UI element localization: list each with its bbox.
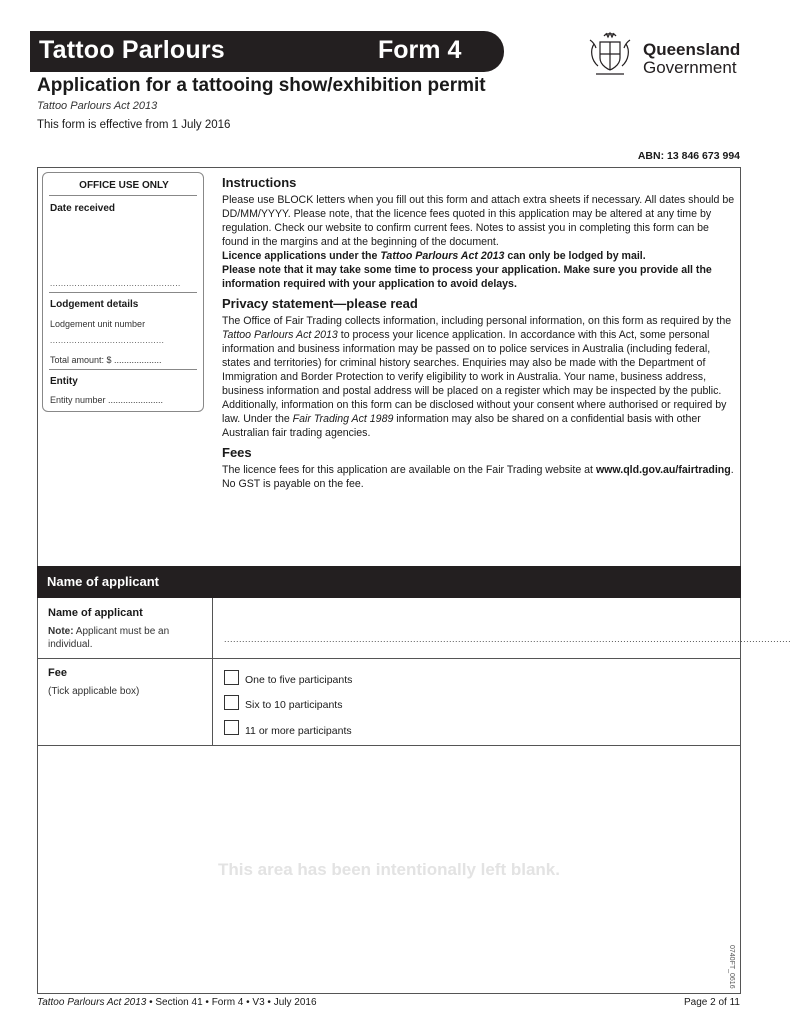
lodgement-details-label: Lodgement details [50, 299, 139, 310]
instructions-heading: Instructions [222, 175, 297, 190]
fee-option-2-checkbox[interactable] [224, 695, 239, 710]
instructions-mail-note-post: can only be lodged by mail. [504, 250, 646, 262]
privacy-body-mid: to process your licence application. In accordance with this Act, some personal information and business information may be passed on to police services in Australia (including federal, states and territories) for criminal history searches. Enquiries may also be made with the Department of Immigration and Border Protection to verify eligibility to work in Australia. Your name, business address, business information and postal address will be placed on a register which may be inspected by the public. Additionally, information on this form can be disclosed without your consent where authorised or required by law. Under the [222, 329, 727, 425]
fees-body-pre: The licence fees for this application are available on the Fair Trading website at [222, 464, 596, 476]
page-number: Page 2 of 11 [684, 997, 740, 1008]
instructions-body: Please use BLOCK letters when you fill out this form and attach extra sheets if necessary. All dates should be DD/MM/YYYY. Please note, that the licence fees quoted in this application may be altered at any time by regulation. Check our website to confirm current fees. Notes to assist you in completing this form can be found in the margins and at the beginning of the document. [222, 194, 735, 248]
fees-website-link[interactable]: www.qld.gov.au/fairtrading [595, 464, 731, 476]
column-divider [212, 659, 213, 745]
applicant-name-row [37, 598, 791, 659]
date-received-label: Date received [50, 203, 116, 214]
fee-instruction: (Tick applicable box) [48, 686, 140, 697]
divider [49, 292, 197, 293]
applicant-note-text: Applicant must be an individual. [48, 626, 170, 650]
lodgement-unit-label: Lodgement unit number [50, 319, 146, 329]
section-title: Name of applicant [47, 574, 159, 589]
privacy-body-pre: The Office of Fair Trading collects information, including personal information, on this form as required by the [222, 315, 732, 327]
logo-line-1: Queensland [643, 40, 741, 59]
applicant-name-field[interactable]: ............................................................................................................................................................................................. [224, 634, 791, 644]
section-header [37, 566, 741, 598]
fee-option-2-label: Six to 10 participants [245, 699, 343, 711]
applicant-note [48, 625, 208, 651]
office-use-heading: OFFICE USE ONLY [79, 180, 169, 191]
form-subtitle: Application for a tattooing show/exhibition permit [37, 75, 486, 96]
fees-body-post: . No GST is payable on the fee. [222, 464, 734, 490]
privacy-heading: Privacy statement—please read [222, 296, 418, 311]
privacy-body-act: Tattoo Parlours Act 2013 [222, 329, 338, 341]
effective-date: This form is effective from 1 July 2016 [37, 119, 231, 131]
lodgement-unit-dots: .......................................... [50, 336, 165, 345]
abn-number: ABN: 13 846 673 994 [637, 150, 740, 162]
total-amount-label: Total amount: $ ................... [50, 355, 162, 365]
divider [49, 195, 197, 196]
instructions-mail-note-act: Tattoo Parlours Act 2013 [380, 250, 505, 262]
form-title-bar [30, 31, 504, 72]
column-divider [212, 598, 213, 658]
fee-row [37, 659, 741, 746]
privacy-body [222, 314, 737, 440]
act-name: Tattoo Parlours Act 2013 [37, 100, 158, 112]
instructions-panel [222, 176, 737, 491]
instructions-delay-note: Please note that it may take some time to process your application. Make sure you provide all the information required with your application to avoid delays. [222, 264, 712, 290]
footer-details: • Section 41 • Form 4 • V3 • July 2016 [146, 997, 317, 1008]
footer-reference [37, 997, 317, 1008]
instructions-mail-note-pre: Licence applications under the [222, 250, 381, 262]
form-title: Tattoo Parlours [39, 36, 225, 64]
entity-label: Entity [50, 376, 78, 387]
logo-line-2: Government [643, 58, 737, 77]
fee-option-1-checkbox[interactable] [224, 670, 239, 685]
applicant-name-label: Name of applicant [48, 607, 143, 619]
date-received-dots: ................................................ [50, 279, 181, 288]
applicant-note-bold: Note: [48, 626, 74, 637]
coat-of-arms-icon [586, 30, 634, 80]
fee-option-3-checkbox[interactable] [224, 720, 239, 735]
fee-option-1-label: One to five participants [245, 674, 353, 686]
fee-label: Fee [48, 667, 67, 679]
entity-number-label: Entity number ...................... [50, 395, 164, 405]
form-number: Form 4 [378, 36, 462, 64]
fees-body [222, 463, 737, 491]
form-code: 0740FT_0616 [728, 945, 735, 989]
fee-option-3-label: 11 or more participants [245, 725, 352, 737]
office-use-box [42, 172, 204, 412]
privacy-body-post: information may also be shared on a confidential basis with other Australian fair trading agencies. [222, 413, 701, 439]
privacy-body-act2: Fair Trading Act 1989 [292, 413, 394, 425]
divider [49, 369, 197, 370]
blank-area-notice: This area has been intentionally left blank. [218, 860, 560, 879]
queensland-government-logo [586, 30, 746, 80]
instructions-mail-note [222, 249, 737, 263]
fees-heading: Fees [222, 445, 252, 460]
footer-act: Tattoo Parlours Act 2013 [37, 997, 147, 1008]
